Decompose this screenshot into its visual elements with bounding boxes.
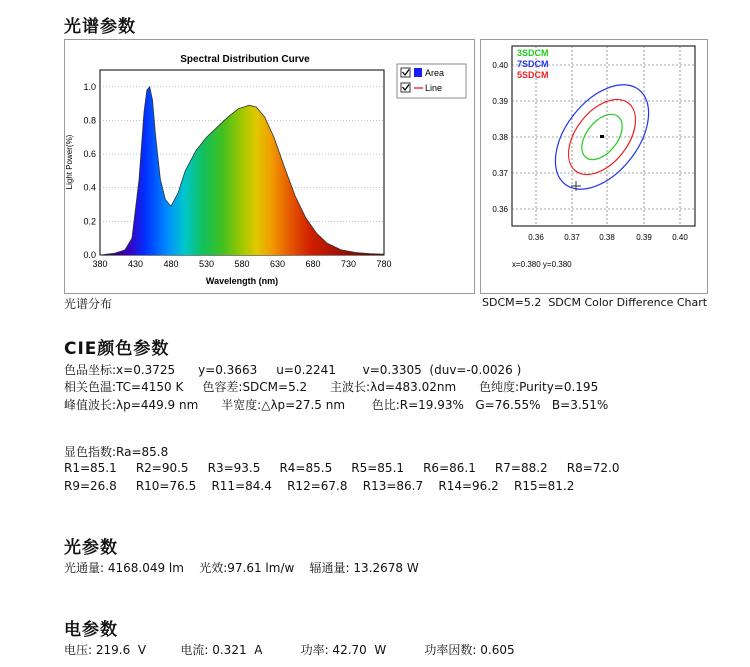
light-params-row: 光通量: 4168.049 lm 光效:97.61 lm/w 辐通量: 13.2678 W bbox=[64, 561, 419, 575]
sdcm-legend-7: 7SDCM bbox=[517, 59, 549, 69]
spectral-xtick-2: 480 bbox=[163, 259, 179, 269]
spectral-ytick-2: 0.4 bbox=[83, 182, 96, 193]
sdcm-center-marker bbox=[600, 135, 604, 138]
spectral-panel bbox=[64, 39, 475, 294]
spectral-xtick-6: 680 bbox=[305, 259, 321, 269]
spectral-ytick-1: 0.2 bbox=[83, 216, 96, 227]
cie-peak-row: 峰值波长:λp=449.9 nm 半宽度:△λp=27.5 nm 色比:R=19.93% G=76.55% B=3.51% bbox=[64, 398, 609, 412]
sdcm-ytick-4: 0.37 bbox=[492, 169, 508, 178]
cri-ra: 显色指数:Ra=85.8 bbox=[64, 445, 169, 459]
sdcm-chart bbox=[481, 40, 707, 293]
spectral-xtick-4: 580 bbox=[234, 259, 250, 269]
sdcm-panel bbox=[480, 39, 708, 294]
spectrum-section-title: 光谱参数 bbox=[64, 17, 136, 37]
legend-area-label: Area bbox=[425, 68, 445, 78]
spectral-ylabel: Light Power(%) bbox=[65, 134, 74, 190]
sdcm-xtick-2: 0.37 bbox=[564, 233, 580, 242]
elec-params-row: 电压: 219.6 V 电流: 0.321 A 功率: 42.70 W 功率因数: 0.605 bbox=[64, 643, 515, 657]
spectral-ytick-0: 0.0 bbox=[83, 250, 96, 260]
sdcm-xtick-1: 0.36 bbox=[528, 233, 544, 242]
spectral-chart bbox=[65, 40, 474, 293]
sdcm-caption: SDCM=5.2 SDCM Color Difference Chart bbox=[482, 296, 708, 309]
spectral-xlabel: Wavelength (nm) bbox=[205, 276, 279, 286]
elec-section-title: 电参数 bbox=[64, 620, 118, 640]
spectral-xtick-8: 780 bbox=[376, 259, 392, 269]
sdcm-coords: x=0.380 y=0.380 bbox=[512, 260, 572, 269]
spectral-caption: 光谱分布 bbox=[64, 297, 113, 311]
spectral-ytick-3: 0.6 bbox=[83, 149, 96, 160]
spectral-xtick-1: 430 bbox=[127, 259, 144, 269]
sdcm-ytick-3: 0.38 bbox=[492, 133, 508, 142]
sdcm-legend-5: 5SDCM bbox=[517, 70, 549, 80]
legend-area-swatch bbox=[414, 68, 422, 77]
spectral-xtick-5: 630 bbox=[269, 259, 286, 269]
sdcm-xtick-3: 0.38 bbox=[599, 233, 615, 242]
cie-section-title: CIE颜色参数 bbox=[64, 339, 170, 359]
sdcm-xtick-5: 0.40 bbox=[672, 233, 688, 242]
sdcm-ytick-5: 0.36 bbox=[492, 205, 508, 214]
sdcm-ytick-1: 0.40 bbox=[492, 61, 508, 70]
sdcm-legend-3: 3SDCM bbox=[517, 48, 549, 58]
spectral-xtick-0: 380 bbox=[92, 259, 108, 269]
spectral-xtick-3: 530 bbox=[198, 259, 215, 269]
spectral-title: Spectral Distribution Curve bbox=[180, 54, 310, 65]
cie-chromaticity-row: 色品坐标:x=0.3725 y=0.3663 u=0.2241 v=0.3305 (duv=-0.0026 ) bbox=[64, 363, 522, 377]
spectral-ytick-5: 1.0 bbox=[83, 81, 96, 92]
sdcm-ytick-2: 0.39 bbox=[492, 97, 508, 106]
spectral-ytick-4: 0.8 bbox=[83, 115, 96, 126]
cri-r-row-1: R1=85.1 R2=90.5 R3=93.5 R4=85.5 R5=85.1 R6=86.1 R7=88.2 R8=72.0 bbox=[64, 461, 620, 475]
light-section-title: 光参数 bbox=[64, 538, 118, 558]
spectral-xtick-7: 730 bbox=[340, 259, 357, 269]
sdcm-xtick-4: 0.39 bbox=[636, 233, 652, 242]
cri-r-row-2: R9=26.8 R10=76.5 R11=84.4 R12=67.8 R13=86.7 R14=96.2 R15=81.2 bbox=[64, 479, 575, 493]
cie-cct-row: 相关色温:TC=4150 K 色容差:SDCM=5.2 主波长:λd=483.02nm 色纯度:Purity=0.195 bbox=[64, 380, 599, 394]
legend-line-label: Line bbox=[425, 83, 443, 93]
